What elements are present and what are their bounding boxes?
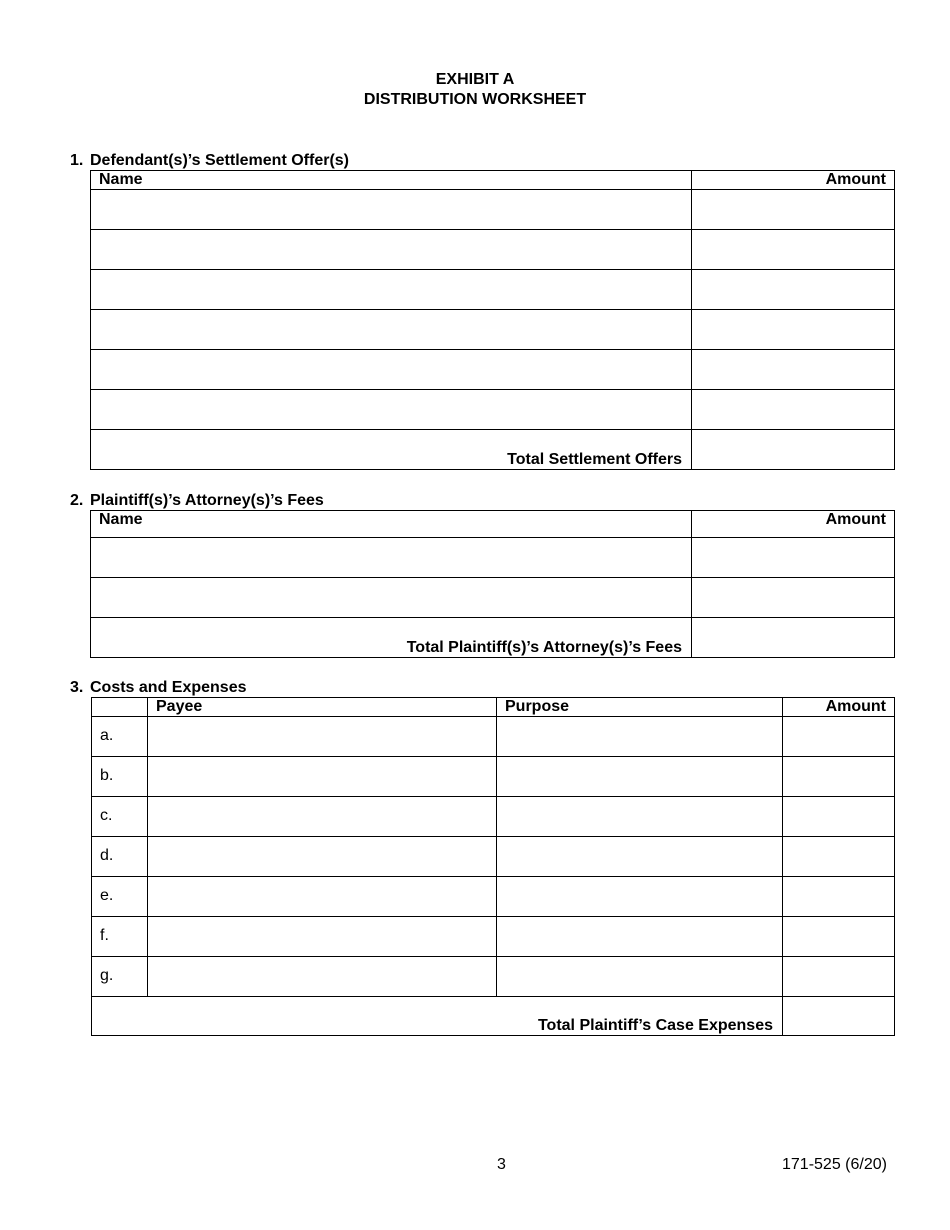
amount-cell[interactable] (783, 837, 895, 877)
amount-cell[interactable] (783, 757, 895, 797)
table-row (92, 917, 895, 957)
name-cell[interactable] (91, 350, 692, 390)
row-letter: a. (92, 717, 148, 757)
name-cell[interactable] (91, 578, 692, 618)
table-row (91, 190, 895, 230)
row-letter: g. (92, 957, 148, 997)
table-header-row (91, 171, 895, 190)
worksheet-title: DISTRIBUTION WORKSHEET (363, 91, 587, 108)
table-header-row (92, 698, 895, 717)
total-attorney-fees-label: Total Plaintiff(s)’s Attorney(s)’s Fees (91, 618, 692, 658)
section1-number: 1. (70, 152, 84, 169)
amount-cell[interactable] (692, 350, 895, 390)
section2-number: 2. (70, 492, 84, 509)
table-row (92, 957, 895, 997)
costs-expenses-table (91, 697, 895, 1036)
purpose-cell[interactable] (497, 757, 783, 797)
settlement-offers-table (90, 170, 895, 470)
table-row (92, 717, 895, 757)
amount-column-header: Amount (692, 171, 895, 190)
total-case-expenses-label: Total Plaintiff’s Case Expenses (92, 997, 783, 1036)
total-attorney-fees-amount[interactable] (692, 618, 895, 658)
table-row (91, 230, 895, 270)
name-cell[interactable] (91, 310, 692, 350)
amount-cell[interactable] (783, 877, 895, 917)
name-cell[interactable] (91, 230, 692, 270)
row-letter: e. (92, 877, 148, 917)
name-cell[interactable] (91, 190, 692, 230)
total-case-expenses-amount[interactable] (783, 997, 895, 1036)
total-row (91, 618, 895, 658)
purpose-cell[interactable] (497, 877, 783, 917)
table-row (92, 877, 895, 917)
table-row (91, 270, 895, 310)
table-row (91, 538, 895, 578)
exhibit-title: EXHIBIT A (435, 71, 515, 88)
page-number: 3 (497, 1156, 506, 1173)
table-row (91, 578, 895, 618)
payee-cell[interactable] (148, 837, 497, 877)
table-row (91, 390, 895, 430)
amount-cell[interactable] (692, 538, 895, 578)
name-column-header: Name (91, 171, 692, 190)
name-cell[interactable] (91, 270, 692, 310)
attorney-fees-table (90, 510, 895, 658)
section2-heading (70, 491, 324, 511)
form-number: 171-525 (6/20) (782, 1156, 887, 1173)
section1-heading (70, 151, 349, 171)
purpose-cell[interactable] (497, 717, 783, 757)
payee-cell[interactable] (148, 757, 497, 797)
payee-cell[interactable] (148, 917, 497, 957)
table-row (92, 837, 895, 877)
payee-cell[interactable] (148, 717, 497, 757)
letter-column-header (92, 698, 148, 717)
table-row (91, 350, 895, 390)
section3-number: 3. (70, 679, 84, 696)
total-settlement-offers-label: Total Settlement Offers (91, 430, 692, 470)
name-cell[interactable] (91, 390, 692, 430)
amount-cell[interactable] (783, 797, 895, 837)
amount-cell[interactable] (692, 190, 895, 230)
row-letter: d. (92, 837, 148, 877)
amount-cell[interactable] (692, 578, 895, 618)
purpose-cell[interactable] (497, 837, 783, 877)
section1-title: Defendant(s)’s Settlement Offer(s) (90, 152, 349, 169)
row-letter: c. (92, 797, 148, 837)
amount-column-header: Amount (783, 698, 895, 717)
payee-cell[interactable] (148, 797, 497, 837)
payee-cell[interactable] (148, 957, 497, 997)
amount-cell[interactable] (692, 230, 895, 270)
table-header-row (91, 511, 895, 538)
amount-cell[interactable] (692, 270, 895, 310)
table-row (92, 757, 895, 797)
amount-cell[interactable] (783, 917, 895, 957)
total-row (91, 430, 895, 470)
purpose-cell[interactable] (497, 797, 783, 837)
section2-title: Plaintiff(s)’s Attorney(s)’s Fees (90, 492, 324, 509)
section3-heading (70, 678, 247, 698)
row-letter: b. (92, 757, 148, 797)
payee-column-header: Payee (148, 698, 497, 717)
purpose-cell[interactable] (497, 957, 783, 997)
total-settlement-offers-amount[interactable] (692, 430, 895, 470)
amount-cell[interactable] (783, 717, 895, 757)
amount-cell[interactable] (783, 957, 895, 997)
amount-cell[interactable] (692, 390, 895, 430)
name-column-header: Name (91, 511, 692, 538)
payee-cell[interactable] (148, 877, 497, 917)
amount-column-header: Amount (692, 511, 895, 538)
section3-title: Costs and Expenses (90, 679, 247, 696)
table-row (92, 797, 895, 837)
amount-cell[interactable] (692, 310, 895, 350)
table-row (91, 310, 895, 350)
total-row (92, 997, 895, 1036)
purpose-column-header: Purpose (497, 698, 783, 717)
name-cell[interactable] (91, 538, 692, 578)
row-letter: f. (92, 917, 148, 957)
purpose-cell[interactable] (497, 917, 783, 957)
